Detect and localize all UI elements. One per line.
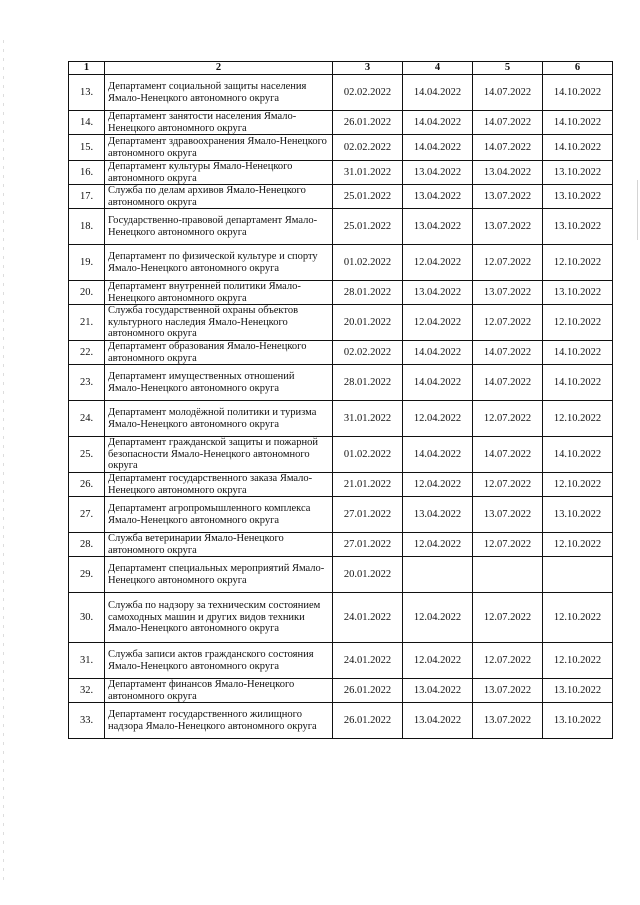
date-cell: 13.04.2022: [403, 209, 473, 245]
date-cell: 21.01.2022: [333, 473, 403, 497]
column-header: 3: [333, 62, 403, 75]
date-cell: 14.10.2022: [543, 111, 613, 135]
date-cell: 13.10.2022: [543, 703, 613, 739]
date-cell: 14.10.2022: [543, 75, 613, 111]
date-cell: 12.10.2022: [543, 473, 613, 497]
row-number: 31.: [69, 643, 105, 679]
table-row: [69, 533, 613, 557]
row-number: 26.: [69, 473, 105, 497]
department-name: Служба записи актов гражданского состояния Ямало-Ненецкого автономного округа: [105, 643, 333, 679]
date-cell: 14.04.2022: [403, 365, 473, 401]
date-cell: 14.10.2022: [543, 135, 613, 161]
row-number: 24.: [69, 401, 105, 437]
date-cell: 13.04.2022: [403, 161, 473, 185]
date-cell: 26.01.2022: [333, 703, 403, 739]
table-row: [69, 135, 613, 161]
date-cell: 27.01.2022: [333, 533, 403, 557]
department-name: Департамент здравоохранения Ямало-Ненецкого автономного округа: [105, 135, 333, 161]
department-name: Департамент культуры Ямало-Ненецкого автономного округа: [105, 161, 333, 185]
date-cell: 12.04.2022: [403, 245, 473, 281]
date-cell: 28.01.2022: [333, 281, 403, 305]
date-cell: 26.01.2022: [333, 679, 403, 703]
department-name: Государственно-правовой департамент Ямало-Ненецкого автономного округа: [105, 209, 333, 245]
department-name: Департамент гражданской защиты и пожарной безопасности Ямало-Ненецкого автономного округа: [105, 437, 333, 473]
date-cell: 28.01.2022: [333, 365, 403, 401]
date-cell: 13.10.2022: [543, 281, 613, 305]
date-cell: 13.07.2022: [473, 703, 543, 739]
date-cell: 13.07.2022: [473, 679, 543, 703]
date-cell: 13.04.2022: [403, 497, 473, 533]
date-cell: 31.01.2022: [333, 161, 403, 185]
department-name: Департамент социальной защиты населения Ямало-Ненецкого автономного округа: [105, 75, 333, 111]
department-name: Департамент образования Ямало-Ненецкого автономного округа: [105, 341, 333, 365]
schedule-table: [68, 61, 613, 739]
date-cell: 13.07.2022: [473, 281, 543, 305]
date-cell: 14.10.2022: [543, 365, 613, 401]
date-cell: 13.04.2022: [403, 185, 473, 209]
date-cell: 01.02.2022: [333, 245, 403, 281]
table-body: [69, 75, 613, 739]
table-row: [69, 437, 613, 473]
date-cell: 20.01.2022: [333, 557, 403, 593]
date-cell: 25.01.2022: [333, 209, 403, 245]
date-cell: 14.04.2022: [403, 437, 473, 473]
department-name: Департамент имущественных отношений Ямало-Ненецкого автономного округа: [105, 365, 333, 401]
table-row: [69, 281, 613, 305]
row-number: 30.: [69, 593, 105, 643]
table-row: [69, 473, 613, 497]
table-row: [69, 643, 613, 679]
row-number: 20.: [69, 281, 105, 305]
table-row: [69, 401, 613, 437]
date-cell: 26.01.2022: [333, 111, 403, 135]
date-cell: 12.10.2022: [543, 245, 613, 281]
table-row: [69, 497, 613, 533]
date-cell: 27.01.2022: [333, 497, 403, 533]
date-cell: 12.07.2022: [473, 533, 543, 557]
table-header-row: [69, 62, 613, 75]
table-row: [69, 679, 613, 703]
date-cell: 02.02.2022: [333, 135, 403, 161]
date-cell: 13.04.2022: [403, 679, 473, 703]
row-number: 27.: [69, 497, 105, 533]
date-cell: 12.04.2022: [403, 593, 473, 643]
department-name: Департамент по физической культуре и спорту Ямало-Ненецкого автономного округа: [105, 245, 333, 281]
date-cell: 13.10.2022: [543, 679, 613, 703]
date-cell: 01.02.2022: [333, 437, 403, 473]
date-cell: 14.04.2022: [403, 111, 473, 135]
date-cell: 14.07.2022: [473, 75, 543, 111]
department-name: Департамент занятости населения Ямало-Ненецкого автономного округа: [105, 111, 333, 135]
date-cell: 14.07.2022: [473, 365, 543, 401]
row-number: 33.: [69, 703, 105, 739]
date-cell: 13.07.2022: [473, 185, 543, 209]
date-cell: 12.07.2022: [473, 473, 543, 497]
department-name: Департамент агропромышленного комплекса Ямало-Ненецкого автономного округа: [105, 497, 333, 533]
date-cell: 14.07.2022: [473, 437, 543, 473]
date-cell: 12.10.2022: [543, 305, 613, 341]
date-cell: 13.10.2022: [543, 209, 613, 245]
column-header: 4: [403, 62, 473, 75]
table-row: [69, 185, 613, 209]
date-cell: 13.07.2022: [473, 497, 543, 533]
department-name: Служба ветеринарии Ямало-Ненецкого автономного округа: [105, 533, 333, 557]
table-row: [69, 305, 613, 341]
date-cell: 12.07.2022: [473, 305, 543, 341]
date-cell: [403, 557, 473, 593]
department-name: Департамент государственного заказа Ямало-Ненецкого автономного округа: [105, 473, 333, 497]
date-cell: 12.04.2022: [403, 643, 473, 679]
table-row: [69, 703, 613, 739]
department-name: Департамент государственного жилищного надзора Ямало-Ненецкого автономного округа: [105, 703, 333, 739]
date-cell: 13.04.2022: [403, 703, 473, 739]
row-number: 32.: [69, 679, 105, 703]
date-cell: 12.10.2022: [543, 643, 613, 679]
column-header: 2: [105, 62, 333, 75]
date-cell: 12.10.2022: [543, 401, 613, 437]
column-header: 1: [69, 62, 105, 75]
row-number: 21.: [69, 305, 105, 341]
date-cell: 14.07.2022: [473, 111, 543, 135]
scan-edge-artifact: [3, 40, 4, 880]
column-header: 5: [473, 62, 543, 75]
column-header: 6: [543, 62, 613, 75]
table-row: [69, 245, 613, 281]
row-number: 14.: [69, 111, 105, 135]
date-cell: 31.01.2022: [333, 401, 403, 437]
table-row: [69, 161, 613, 185]
date-cell: 12.07.2022: [473, 245, 543, 281]
department-name: Департамент внутренней политики Ямало-Ненецкого автономного округа: [105, 281, 333, 305]
date-cell: 13.10.2022: [543, 161, 613, 185]
department-name: Департамент финансов Ямало-Ненецкого автономного округа: [105, 679, 333, 703]
department-name: Служба по делам архивов Ямало-Ненецкого автономного округа: [105, 185, 333, 209]
date-cell: 13.10.2022: [543, 497, 613, 533]
table-row: [69, 75, 613, 111]
date-cell: 14.10.2022: [543, 341, 613, 365]
row-number: 13.: [69, 75, 105, 111]
date-cell: [473, 557, 543, 593]
date-cell: 14.04.2022: [403, 75, 473, 111]
row-number: 29.: [69, 557, 105, 593]
department-name: Департамент специальных мероприятий Ямало-Ненецкого автономного округа: [105, 557, 333, 593]
date-cell: 12.04.2022: [403, 401, 473, 437]
row-number: 28.: [69, 533, 105, 557]
date-cell: 14.10.2022: [543, 437, 613, 473]
date-cell: 14.04.2022: [403, 135, 473, 161]
row-number: 22.: [69, 341, 105, 365]
table-row: [69, 593, 613, 643]
scan-edge-artifact: [637, 180, 638, 240]
date-cell: 12.04.2022: [403, 473, 473, 497]
row-number: 18.: [69, 209, 105, 245]
table-row: [69, 365, 613, 401]
date-cell: 12.10.2022: [543, 593, 613, 643]
table-row: [69, 557, 613, 593]
date-cell: 02.02.2022: [333, 75, 403, 111]
department-name: Департамент молодёжной политики и туризма Ямало-Ненецкого автономного округа: [105, 401, 333, 437]
row-number: 16.: [69, 161, 105, 185]
table-row: [69, 209, 613, 245]
department-name: Служба по надзору за техническим состоянием самоходных машин и других видов техники Ямало-Ненецкого автономного округа: [105, 593, 333, 643]
row-number: 25.: [69, 437, 105, 473]
row-number: 23.: [69, 365, 105, 401]
date-cell: 14.07.2022: [473, 341, 543, 365]
date-cell: 13.10.2022: [543, 185, 613, 209]
table-row: [69, 111, 613, 135]
date-cell: 12.10.2022: [543, 533, 613, 557]
date-cell: 20.01.2022: [333, 305, 403, 341]
date-cell: 12.07.2022: [473, 593, 543, 643]
row-number: 15.: [69, 135, 105, 161]
date-cell: 12.07.2022: [473, 401, 543, 437]
date-cell: 25.01.2022: [333, 185, 403, 209]
date-cell: 13.07.2022: [473, 209, 543, 245]
date-cell: 12.07.2022: [473, 643, 543, 679]
date-cell: 14.07.2022: [473, 135, 543, 161]
date-cell: 14.04.2022: [403, 341, 473, 365]
date-cell: 24.01.2022: [333, 643, 403, 679]
date-cell: [543, 557, 613, 593]
row-number: 19.: [69, 245, 105, 281]
date-cell: 13.04.2022: [403, 281, 473, 305]
row-number: 17.: [69, 185, 105, 209]
date-cell: 12.04.2022: [403, 305, 473, 341]
date-cell: 13.04.2022: [473, 161, 543, 185]
date-cell: 02.02.2022: [333, 341, 403, 365]
date-cell: 24.01.2022: [333, 593, 403, 643]
table-row: [69, 341, 613, 365]
date-cell: 12.04.2022: [403, 533, 473, 557]
department-name: Служба государственной охраны объектов культурного наследия Ямало-Ненецкого автономного округа: [105, 305, 333, 341]
